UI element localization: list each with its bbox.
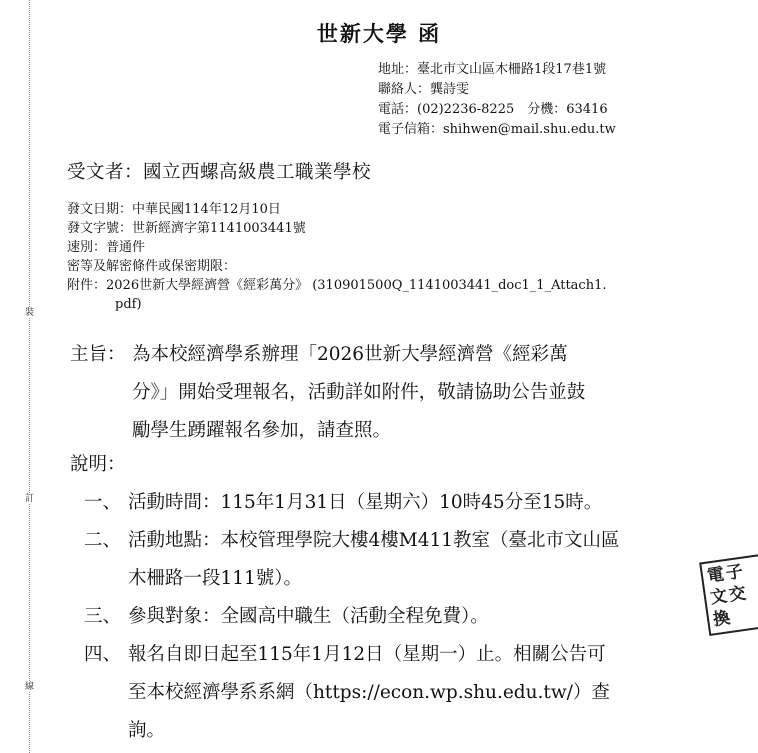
document-meta bbox=[67, 200, 606, 314]
binding-margin-line bbox=[29, 0, 30, 753]
item-number: 三、 bbox=[84, 606, 122, 627]
contact-email: 電子信箱：shihwen@mail.shu.edu.tw bbox=[378, 122, 616, 137]
subject-line-2: 分》」開始受理報名，活動詳如附件，敬請協助公告並鼓 bbox=[132, 382, 586, 403]
item-number: 二、 bbox=[84, 530, 122, 551]
binding-mark-zhuang: 裝 bbox=[24, 308, 34, 318]
item-text: 報名自即日起至115年1月12日（星期一）止。相關公告可 bbox=[128, 644, 606, 665]
item-number: 一、 bbox=[84, 492, 122, 513]
subject-line-3: 勵學生踴躍報名參加，請查照。 bbox=[132, 420, 392, 441]
security-level: 密等及解密條件或保密期限： bbox=[67, 259, 237, 274]
stamp-line-3: 換 bbox=[711, 607, 734, 631]
item-text: 詢。 bbox=[128, 720, 166, 741]
stamp-line-1: 電子 bbox=[705, 561, 747, 587]
item-text: 參與對象：全國高中職生（活動全程免費）。 bbox=[128, 606, 489, 627]
recipient-line: 受文者：國立西螺高級農工職業學校 bbox=[67, 162, 372, 183]
subject-line-1: 為本校經濟學系辦理「2026世新大學經濟營《經彩萬 bbox=[132, 344, 568, 365]
document-number: 發文字號：世新經濟字第1141003441號 bbox=[67, 221, 306, 236]
contact-block bbox=[378, 60, 616, 140]
document-title: 世新大學 函 bbox=[316, 21, 442, 46]
item-text: 木柵路一段111號）。 bbox=[128, 568, 303, 589]
explanation-heading: 說明： bbox=[70, 454, 126, 475]
item-text: 活動地點：本校管理學院大樓4樓M411教室（臺北市文山區 bbox=[128, 530, 620, 551]
contact-person: 聯絡人：龔詩雯 bbox=[378, 82, 470, 97]
issue-date: 發文日期：中華民國114年12月10日 bbox=[67, 202, 281, 217]
delivery-speed: 速別：普通件 bbox=[67, 240, 146, 255]
item-number: 四、 bbox=[84, 644, 122, 665]
electronic-exchange-stamp bbox=[699, 554, 758, 636]
item-text: 活動時間：115年1月31日（星期六）10時45分至15時。 bbox=[128, 492, 603, 513]
attachment-line[interactable]: 附件：2026世新大學經濟營《經彩萬分》 (310901500Q_1141003441_doc1_1_Attach1. bbox=[67, 278, 607, 293]
contact-phone: 電話：(02)2236-8225 分機：63416 bbox=[378, 102, 608, 117]
attachment-line-continued[interactable]: pdf) bbox=[115, 297, 142, 312]
stamp-line-2: 文交 bbox=[708, 583, 750, 609]
binding-mark-ding: 訂 bbox=[24, 494, 34, 504]
item-text: 至本校經濟學系系網（https://econ.wp.shu.edu.tw/）查 bbox=[128, 682, 610, 703]
subject-heading: 主旨： bbox=[70, 344, 126, 365]
contact-address: 地址：臺北市文山區木柵路1段17巷1號 bbox=[378, 62, 607, 77]
binding-mark-xian: 線 bbox=[24, 682, 34, 692]
